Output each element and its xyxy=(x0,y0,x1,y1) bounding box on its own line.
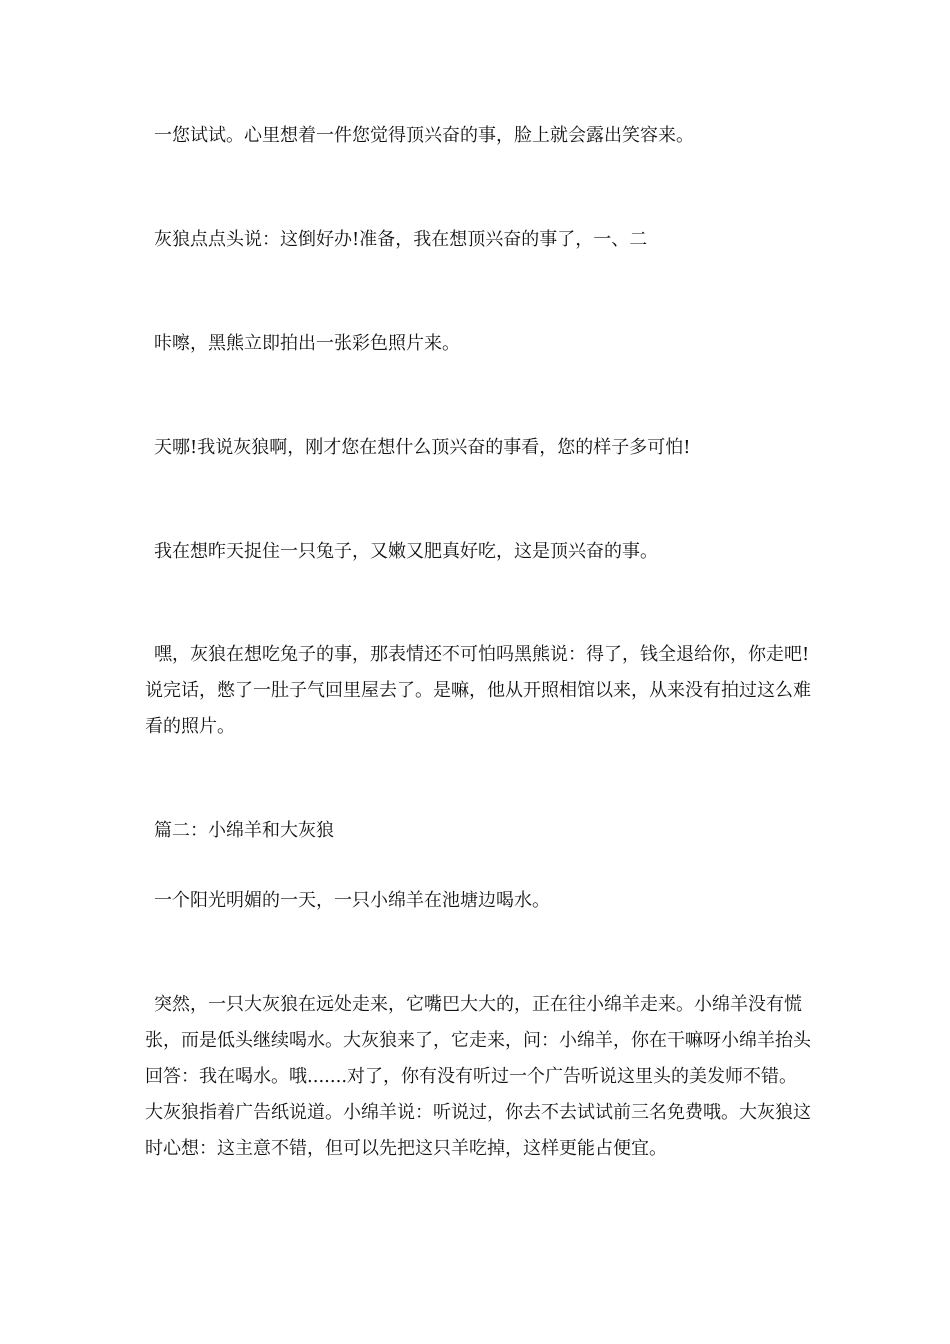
paragraph-4: 天哪!我说灰狼啊，刚才您在想什么顶兴奋的事看，您的样子多可怕! xyxy=(154,437,691,458)
paragraph-7: 一个阳光明媚的一天，一只小绵羊在池塘边喝水。 xyxy=(154,890,550,911)
paragraph-8: 突然，一只大灰狼在远处走来，它嘴巴大大的，正在往小绵羊走来。小绵羊没有慌张，而是低头继续喝水。大灰狼来了，它走来，问：小绵羊，你在干嘛呀小绵羊抬头回答：我在喝水。哦.......对了，你有没有听过一个广告听说这里头的美发师不错。大灰狼指着广告纸说道。小绵羊说：听说过，你去不去试试前三名免费哦。大灰狼这时心想：这主意不错，但可以先把这只羊吃掉，这样更能占便宜。 xyxy=(145,994,811,1159)
section-heading: 篇二：小绵羊和大灰狼 xyxy=(154,820,334,841)
paragraph-2: 灰狼点点头说：这倒好办!准备，我在想顶兴奋的事了，一、二 xyxy=(154,229,648,250)
paragraph-5: 我在想昨天捉住一只兔子，又嫩又肥真好吃，这是顶兴奋的事。 xyxy=(154,541,658,562)
paragraph-1: 一您试试。心里想着一件您觉得顶兴奋的事，脸上就会露出笑容来。 xyxy=(154,125,694,146)
paragraph-6: 嘿，灰狼在想吃兔子的事，那表情还不可怕吗黑熊说：得了，钱全退给你，你走吧!说完话，憋了一肚子气回里屋去了。是嘛，他从开照相馆以来，从来没有拍过这么难看的照片。 xyxy=(145,644,811,737)
paragraph-3: 咔嚓，黑熊立即拍出一张彩色照片来。 xyxy=(154,333,460,354)
